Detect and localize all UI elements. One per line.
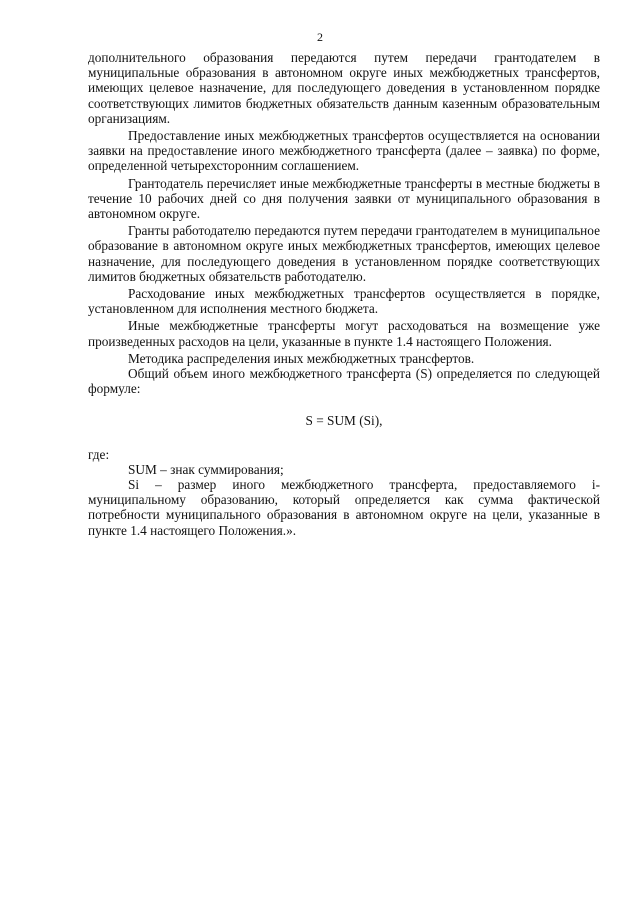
paragraph-continuation: дополнительного образования передаются путем передачи грантодателем в муниципальные образования в автономном округе иных межбюджетных трансфертов, имеющих целевое назначение, для последующего доведения в установленном порядке соответствующих лимитов бюджетных обязательств данным казенным образовательным организациям. [88,50,600,126]
definition-si: Si – размер иного межбюджетного трансферта, предоставляемого i-муниципальному образованию, который определяется как сумма фактической потребности муниципального образования в автономном округе на цели, указанные в пункте 1.4 настоящего Положения.». [88,477,600,538]
paragraph-reimbursement: Иные межбюджетные трансферты могут расходоваться на возмещение уже произведенных расходов на цели, указанные в пункте 1.4 настоящего Положения. [88,318,600,349]
paragraph-methodology-heading: Методика распределения иных межбюджетных трансфертов. [128,350,475,366]
definition-sum: SUM – знак суммирования; [128,461,284,477]
paragraph-transfer-term: Грантодатель перечисляет иные межбюджетные трансферты в местные бюджеты в течение 10 рабочих дней со дня получения заявки от муниципального образования в автономном округе. [88,175,600,222]
paragraph-formula-intro: Общий объем иного межбюджетного трансферта (S) определяется по следующей формуле: [88,366,600,397]
formula: S = SUM (Si), [305,413,383,429]
paragraph-spending: Расходование иных межбюджетных трансфертов осуществляется в порядке, установленном для исполнения местного бюджета. [88,286,600,317]
document-body [88,50,600,538]
paragraph-application: Предоставление иных межбюджетных трансфертов осуществляется на основании заявки на предоставление иного межбюджетного трансферта (далее – заявка) по форме, определенной четырехсторонним соглашением. [88,128,600,174]
where-label: где: [88,446,110,462]
page-number: 2 [317,30,323,44]
paragraph-employer-grants: Гранты работодателю передаются путем передачи грантодателем в муниципальное образование в автономном округе иных межбюджетных трансфертов, имеющих целевое назначение, для последующего доведения в установленном порядке соответствующих лимитов бюджетных обязательств работодателю. [88,223,600,284]
